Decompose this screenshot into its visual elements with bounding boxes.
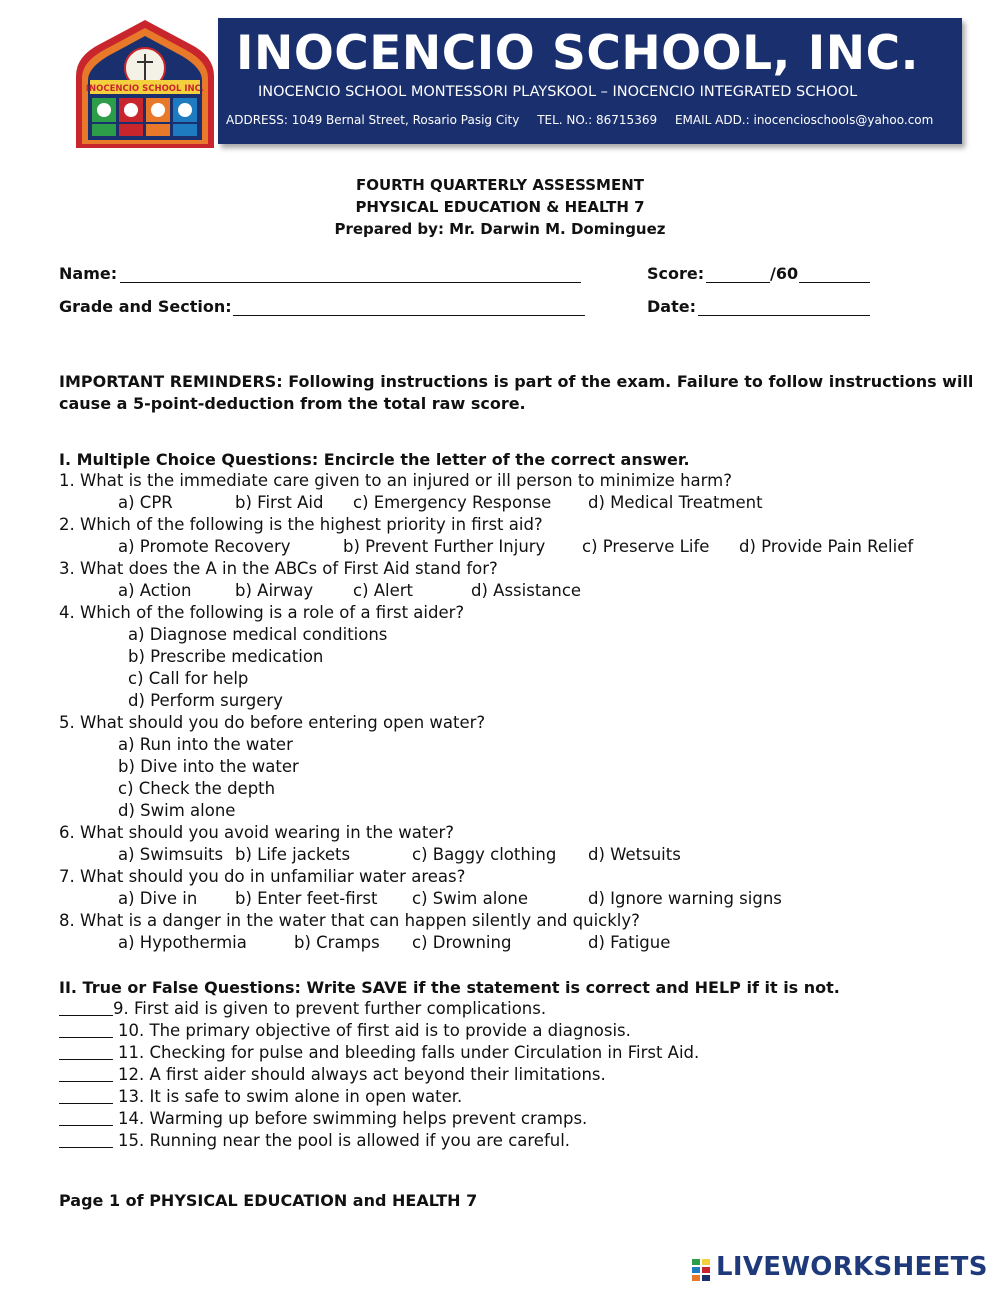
school-tel: TEL. NO.: 86715369: [537, 113, 658, 127]
q7-option-c[interactable]: c) Swim alone: [412, 889, 529, 908]
page-footer: Page 1 of PHYSICAL EDUCATION and HEALTH 7: [59, 1191, 478, 1210]
q2-option-b[interactable]: b) Prevent Further Injury: [343, 537, 546, 556]
score-trailing-line: [799, 282, 870, 283]
question-7: 7. What should you do in unfamiliar water areas?: [59, 867, 466, 886]
answer-blank[interactable]: [59, 1059, 113, 1060]
q4-option-d[interactable]: d) Perform surgery: [128, 691, 283, 710]
q2-option-d[interactable]: d) Provide Pain Relief: [739, 537, 914, 556]
tf-item: 15. Running near the pool is allowed if you are careful.: [118, 1131, 571, 1150]
q3-option-c[interactable]: c) Alert: [353, 581, 414, 600]
tf-item: 11. Checking for pulse and bleeding falls under Circulation in First Aid.: [118, 1043, 700, 1062]
grade-section-label: Grade and Section:: [59, 297, 232, 316]
question-8: 8. What is a danger in the water that can happen silently and quickly?: [59, 911, 640, 930]
q5-option-d[interactable]: d) Swim alone: [118, 801, 236, 820]
name-field[interactable]: [120, 282, 581, 283]
svg-text:INOCENCIO SCHOOL INC.: INOCENCIO SCHOOL INC.: [85, 84, 205, 94]
q1-option-c[interactable]: c) Emergency Response: [353, 493, 552, 512]
q6-option-a[interactable]: a) Swimsuits: [118, 845, 224, 864]
prepared-by: Prepared by: Mr. Darwin M. Dominguez: [334, 220, 666, 238]
grade-section-field[interactable]: [233, 315, 585, 316]
tf-item: 10. The primary objective of first aid is to provide a diagnosis.: [118, 1021, 631, 1040]
q7-option-d[interactable]: d) Ignore warning signs: [588, 889, 782, 908]
question-2: 2. Which of the following is the highest priority in first aid?: [59, 515, 543, 534]
answer-blank[interactable]: [59, 1147, 113, 1148]
question-4: 4. Which of the following is a role of a first aider?: [59, 603, 465, 622]
q6-option-d[interactable]: d) Wetsuits: [588, 845, 681, 864]
reminders-line-1: IMPORTANT REMINDERS: Following instructions is part of the exam. Failure to follow instructions will: [59, 372, 974, 391]
q5-option-a[interactable]: a) Run into the water: [118, 735, 293, 754]
score-total: /60: [770, 264, 799, 283]
q8-option-b[interactable]: b) Cramps: [294, 933, 380, 952]
date-label: Date:: [647, 297, 696, 316]
school-contact: [226, 113, 947, 127]
q6-option-b[interactable]: b) Life jackets: [235, 845, 351, 864]
q3-option-d[interactable]: d) Assistance: [471, 581, 582, 600]
subject-title: PHYSICAL EDUCATION & HEALTH 7: [355, 198, 645, 216]
section-2-heading: II. True or False Questions: Write SAVE if the statement is correct and HELP if it is not.: [59, 978, 840, 997]
reminders-line-2: cause a 5-point-deduction from the total raw score.: [59, 394, 526, 413]
q1-option-b[interactable]: b) First Aid: [235, 493, 324, 512]
name-label: Name:: [59, 264, 118, 283]
school-email: EMAIL ADD.: inocencioschools@yahoo.com: [674, 113, 934, 127]
q7-option-a[interactable]: a) Dive in: [118, 889, 198, 908]
school-logo: [70, 16, 220, 150]
q1-option-a[interactable]: a) CPR: [118, 493, 173, 512]
score-field[interactable]: [706, 282, 770, 283]
q2-option-a[interactable]: a) Promote Recovery: [118, 537, 291, 556]
liveworksheets-brand[interactable]: LIVEWORKSHEETS: [716, 1252, 988, 1282]
q3-option-a[interactable]: a) Action: [118, 581, 192, 600]
tf-item: 12. A first aider should always act beyond their limitations.: [118, 1065, 606, 1084]
q8-option-c[interactable]: c) Drowning: [412, 933, 512, 952]
score-label: Score:: [647, 264, 705, 283]
answer-blank[interactable]: [59, 1125, 113, 1126]
tf-item: 14. Warming up before swimming helps prevent cramps.: [118, 1109, 588, 1128]
q7-option-b[interactable]: b) Enter feet-first: [235, 889, 378, 908]
exam-title: FOURTH QUARTERLY ASSESSMENT: [355, 176, 645, 194]
q4-option-c[interactable]: c) Call for help: [128, 669, 249, 688]
date-field[interactable]: [698, 315, 870, 316]
q8-option-d[interactable]: d) Fatigue: [588, 933, 671, 952]
school-subtitle: INOCENCIO SCHOOL MONTESSORI PLAYSKOOL – INOCENCIO INTEGRATED SCHOOL: [258, 84, 858, 100]
q4-option-a[interactable]: a) Diagnose medical conditions: [128, 625, 388, 644]
answer-blank[interactable]: [59, 1015, 113, 1016]
q5-option-c[interactable]: c) Check the depth: [118, 779, 276, 798]
answer-blank[interactable]: [59, 1103, 113, 1104]
answer-blank[interactable]: [59, 1081, 113, 1082]
q5-option-b[interactable]: b) Dive into the water: [118, 757, 299, 776]
q2-option-c[interactable]: c) Preserve Life: [582, 537, 710, 556]
school-address: ADDRESS: 1049 Bernal Street, Rosario Pasig City: [226, 113, 520, 127]
q8-option-a[interactable]: a) Hypothermia: [118, 933, 247, 952]
question-1: 1. What is the immediate care given to an injured or ill person to minimize harm?: [59, 471, 732, 490]
school-name: INOCENCIO SCHOOL, INC.: [236, 26, 919, 81]
q1-option-d[interactable]: d) Medical Treatment: [588, 493, 763, 512]
q4-option-b[interactable]: b) Prescribe medication: [128, 647, 324, 666]
q3-option-b[interactable]: b) Airway: [235, 581, 314, 600]
section-1-heading: I. Multiple Choice Questions: Encircle the letter of the correct answer.: [59, 450, 690, 469]
liveworksheets-icon: [692, 1259, 712, 1281]
question-5: 5. What should you do before entering open water?: [59, 713, 486, 732]
answer-blank[interactable]: [59, 1037, 113, 1038]
tf-item: 9. First aid is given to prevent further complications.: [113, 999, 547, 1018]
question-3: 3. What does the A in the ABCs of First Aid stand for?: [59, 559, 498, 578]
question-6: 6. What should you avoid wearing in the water?: [59, 823, 455, 842]
tf-item: 13. It is safe to swim alone in open water.: [118, 1087, 463, 1106]
q6-option-c[interactable]: c) Baggy clothing: [412, 845, 557, 864]
